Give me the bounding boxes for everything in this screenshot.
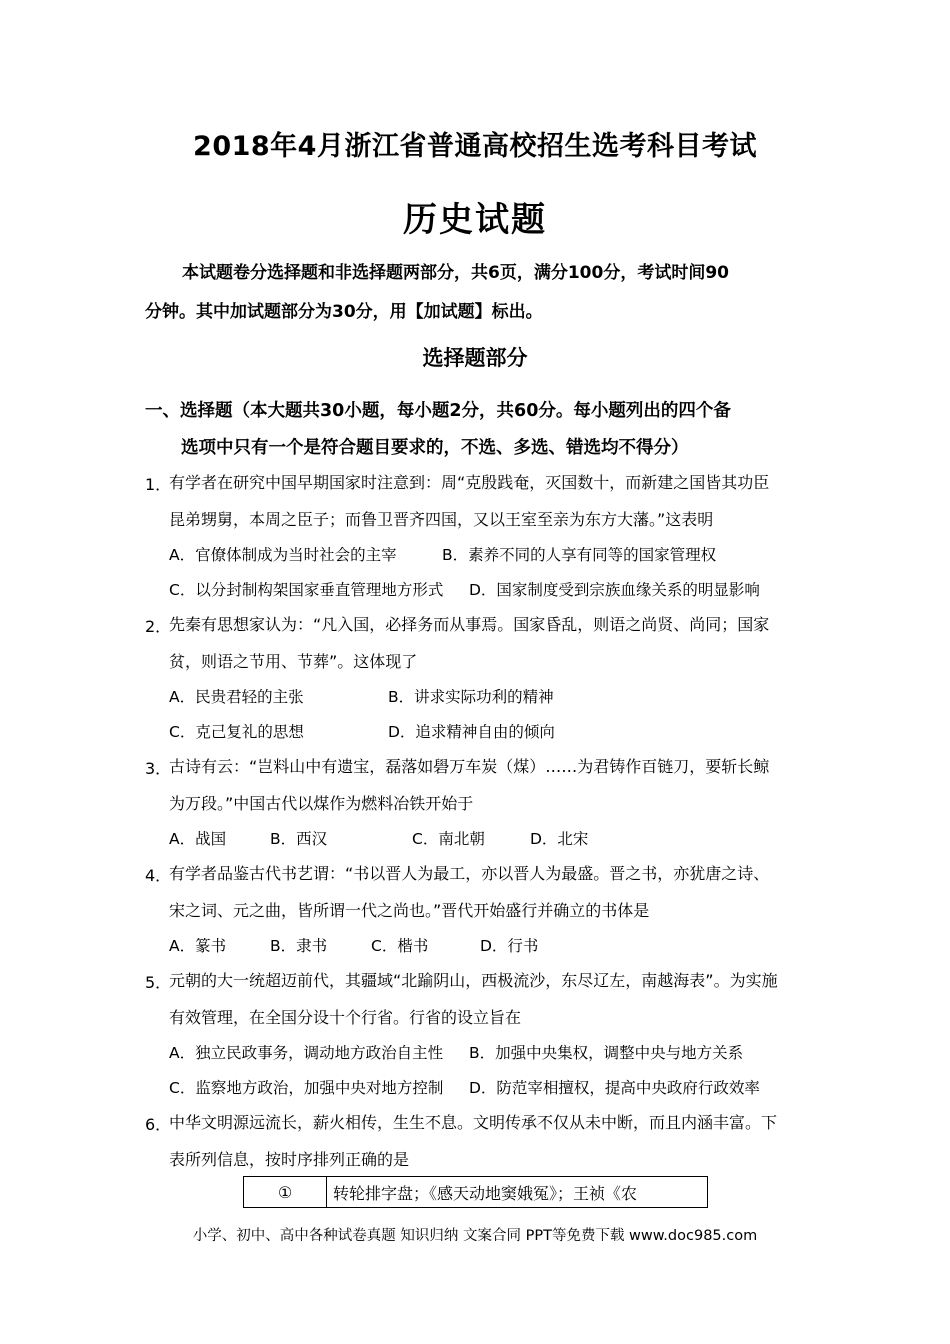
question-number: 3． [145, 759, 172, 778]
intro-line-2: 分钟。其中加试题部分为30分，用【加试题】标出。 [145, 302, 543, 322]
question-text: 宋之词、元之曲，皆所谓一代之尚也。”晋代开始盛行并确立的书体是 [169, 901, 650, 920]
option-b: B．讲求实际功利的精神 [388, 688, 554, 706]
question-number: 5． [145, 973, 172, 992]
table-row [244, 1177, 708, 1208]
section-title: 选择题部分 [422, 346, 528, 370]
option-a: A．篆书 [169, 937, 227, 955]
option-c: C．以分封制构架国家垂直管理地方形式 [169, 581, 444, 599]
part-heading-line-1: 一、选择题（本大题共30小题，每小题2分，共60分。每小题列出的四个备 [145, 401, 731, 421]
option-c: C．监察地方政治，加强中央对地方控制 [169, 1079, 444, 1097]
option-d: D．追求精神自由的倾向 [388, 723, 555, 741]
question-text: 贫，则语之节用、节葬”。这体现了 [169, 652, 418, 671]
option-c: C．克己复礼的思想 [169, 723, 304, 741]
question-number: 1． [145, 475, 172, 494]
option-b: B．西汉 [270, 830, 328, 848]
question-text: 有学者品鉴古代书艺谓：“书以晋人为最工，亦以晋人为最盛。晋之书，亦犹唐之诗、 [169, 864, 770, 883]
option-b: B．隶书 [270, 937, 328, 955]
question-6-table [243, 1176, 708, 1208]
question-text: 有学者在研究中国早期国家时注意到：周“克殷践奄，灭国数十，而新建之国皆其功臣 [169, 473, 770, 492]
question-number: 6． [145, 1115, 172, 1134]
option-a: A．战国 [169, 830, 227, 848]
option-c: C．南北朝 [412, 830, 485, 848]
option-a: A．民贵君轻的主张 [169, 688, 304, 706]
question-text: 中华文明源远流长，薪火相传，生生不息。文明传承不仅从未中断，而且内涵丰富。下 [169, 1113, 778, 1132]
question-text: 元朝的大一统超迈前代，其疆域“北踰阴山，西极流沙，东尽辽左，南越海表”。为实施 [169, 971, 778, 990]
exam-subject-title: 历史试题 [403, 200, 547, 240]
option-d: D．国家制度受到宗族血缘关系的明显影响 [469, 581, 760, 599]
option-d: D．北宋 [530, 830, 589, 848]
question-number: 4． [145, 866, 172, 885]
part-heading-line-2: 选项中只有一个是符合题目要求的，不选、多选、错选均不得分） [181, 438, 689, 458]
question-text: 古诗有云：“岂料山中有遗宝，磊落如礐万车炭（煤）……为君铸作百链刀，要斩长鲸 [169, 757, 770, 776]
option-d: D．行书 [480, 937, 539, 955]
question-number: 2． [145, 617, 172, 636]
option-c: C．楷书 [371, 937, 429, 955]
option-a: A．独立民政事务，调动地方政治自主性 [169, 1044, 444, 1062]
exam-title: 2018年4月浙江省普通高校招生选考科目考试 [193, 131, 757, 162]
table-cell-index: ① [244, 1177, 327, 1208]
question-text: 昆弟甥舅，本周之臣子；而鲁卫晋齐四国，又以王室至亲为东方大藩。”这表明 [169, 510, 714, 529]
table-cell-content: 转轮排字盘；《感天动地窦娥冤》；王祯《农 [327, 1177, 708, 1208]
footer-text: 小学、初中、高中各种试卷真题 知识归纳 文案合同 PPT等免费下载 www.doc985.com [192, 1228, 758, 1244]
question-text: 为万段。”中国古代以煤作为燃料冶铁开始于 [169, 794, 474, 813]
question-text: 表所列信息，按时序排列正确的是 [169, 1150, 410, 1169]
option-b: B．加强中央集权，调整中央与地方关系 [469, 1044, 744, 1062]
intro-line-1: 本试题卷分选择题和非选择题两部分，共6页，满分100分，考试时间90 [182, 263, 729, 283]
question-text: 有效管理，在全国分设十个行省。行省的设立旨在 [169, 1008, 522, 1027]
option-a: A．官僚体制成为当时社会的主宰 [169, 546, 397, 564]
option-b: B．素养不同的人享有同等的国家管理权 [442, 546, 717, 564]
option-d: D．防范宰相擅权，提高中央政府行政效率 [469, 1079, 760, 1097]
question-text: 先秦有思想家认为：“凡入国，必择务而从事焉。国家昏乱，则语之尚贤、尚同；国家 [169, 615, 770, 634]
